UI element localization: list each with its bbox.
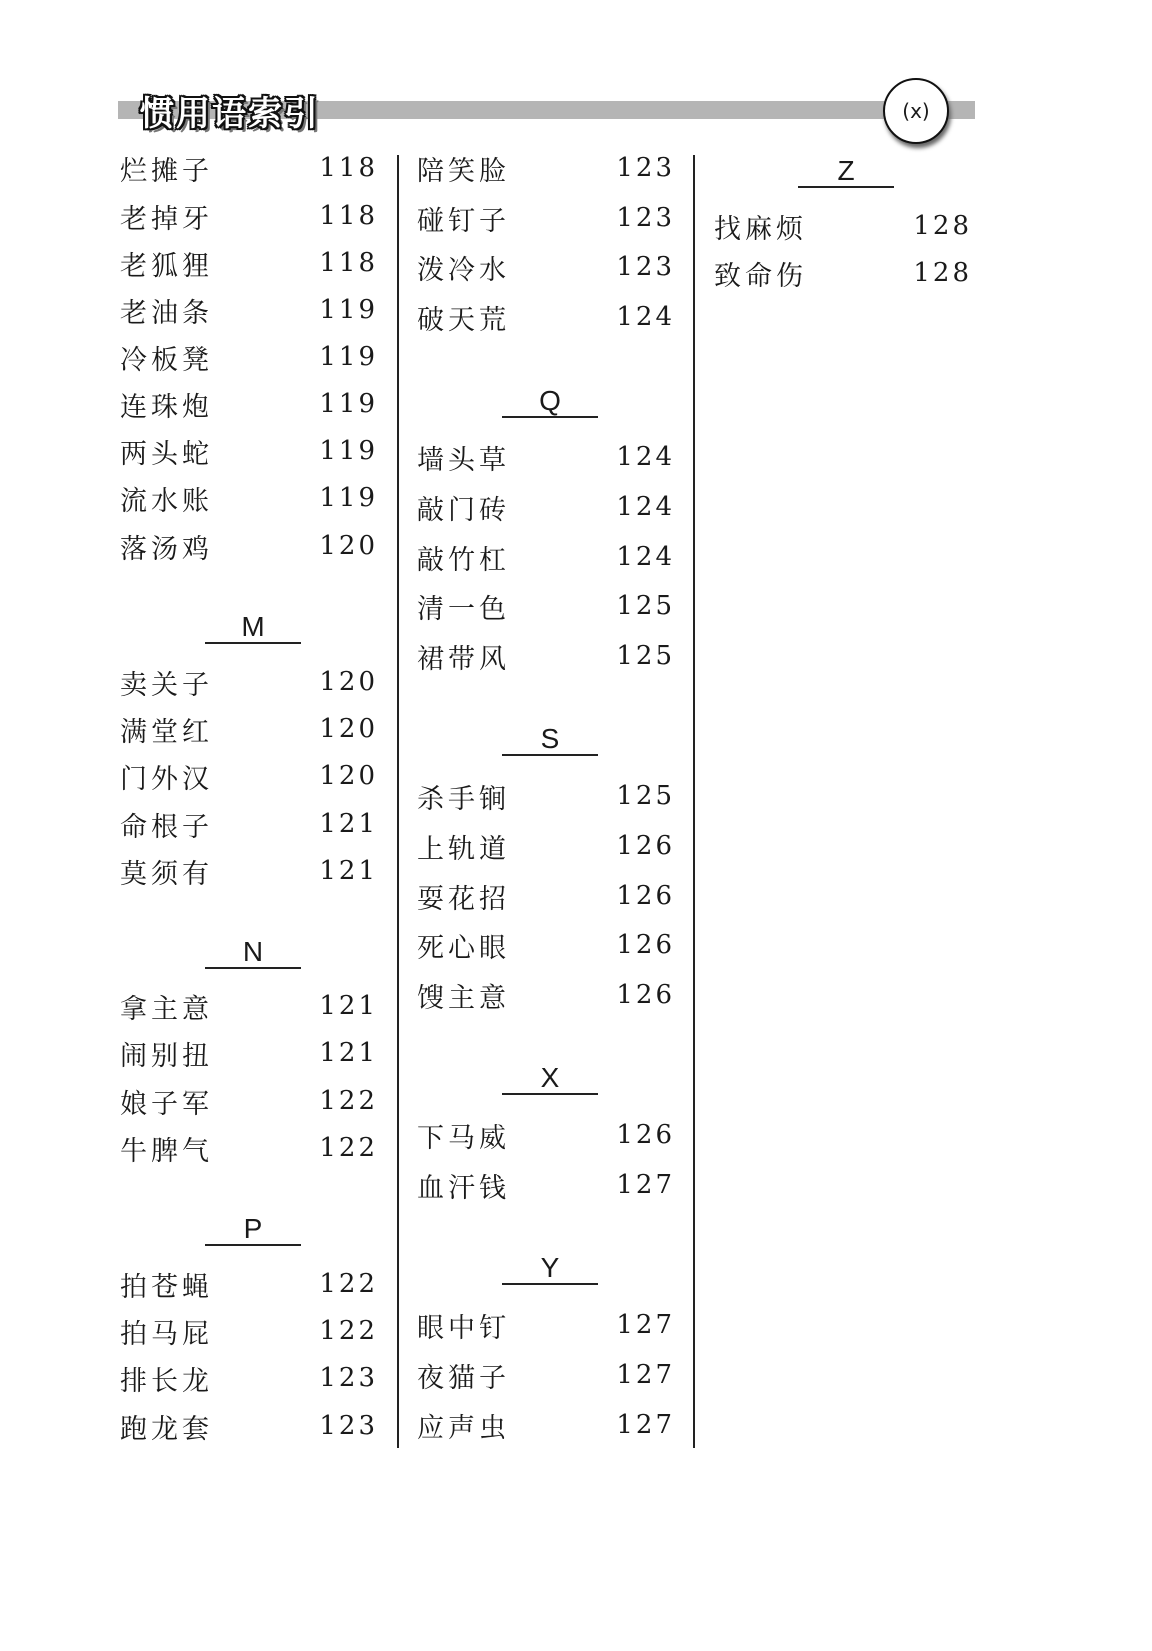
index-entry <box>417 1305 675 1345</box>
entry-term: 门外汉 <box>120 763 213 795</box>
entry-term: 满堂红 <box>120 716 213 748</box>
section-heading: Z <box>798 156 894 188</box>
index-entry <box>120 1128 378 1168</box>
index-entry <box>120 478 378 518</box>
entry-page: 123 <box>319 1363 378 1393</box>
column-divider <box>693 155 695 1448</box>
entry-term: 莫须有 <box>120 858 213 890</box>
section-heading: Q <box>502 386 598 418</box>
entry-term: 拍苍蝇 <box>120 1271 213 1303</box>
entry-page: 121 <box>319 1038 378 1068</box>
entry-page: 126 <box>616 831 675 861</box>
entry-page: 122 <box>319 1316 378 1346</box>
page-number-badge: (x) <box>883 78 949 144</box>
index-entry <box>120 851 378 891</box>
entry-term: 烂摊子 <box>120 155 213 187</box>
index-entry <box>120 1311 378 1351</box>
index-entry <box>417 586 675 626</box>
entry-page: 126 <box>616 980 675 1010</box>
index-entry <box>417 975 675 1015</box>
index-entry <box>417 876 675 916</box>
entry-term: 上轨道 <box>417 833 510 865</box>
section-heading: X <box>502 1063 598 1095</box>
index-entry <box>417 487 675 527</box>
entry-term: 闹别扭 <box>120 1040 213 1072</box>
page-title: 惯用语索引 <box>140 94 320 134</box>
entry-term: 跑龙套 <box>120 1413 213 1445</box>
index-entry <box>417 1355 675 1395</box>
index-entry <box>120 148 378 188</box>
entry-term: 致命伤 <box>714 260 807 292</box>
index-entry <box>120 1033 378 1073</box>
entry-page: 120 <box>319 531 378 561</box>
index-entry <box>417 1405 675 1445</box>
entry-page: 123 <box>616 153 675 183</box>
index-entry <box>417 925 675 965</box>
entry-term: 老狐狸 <box>120 250 213 282</box>
entry-term: 落汤鸡 <box>120 533 213 565</box>
entry-page: 119 <box>319 389 378 419</box>
index-entry <box>120 1406 378 1446</box>
index-entry <box>417 1115 675 1155</box>
index-entry <box>417 636 675 676</box>
index-entry <box>417 1165 675 1205</box>
section-heading: P <box>205 1214 301 1246</box>
entry-page: 127 <box>616 1410 675 1440</box>
entry-page: 121 <box>319 991 378 1021</box>
entry-term: 娘子军 <box>120 1088 213 1120</box>
index-entry <box>120 804 378 844</box>
index-entry <box>120 337 378 377</box>
index-entry <box>714 206 972 246</box>
section-heading: N <box>205 937 301 969</box>
entry-page: 125 <box>616 781 675 811</box>
entry-term: 眼中钉 <box>417 1312 510 1344</box>
section-heading: Y <box>502 1253 598 1285</box>
entry-term: 泼冷水 <box>417 254 510 286</box>
index-entry <box>417 826 675 866</box>
entry-term: 冷板凳 <box>120 344 213 376</box>
section-heading: S <box>502 724 598 756</box>
index-entry <box>714 253 972 293</box>
entry-term: 应声虫 <box>417 1412 510 1444</box>
entry-page: 118 <box>319 201 378 231</box>
entry-page: 126 <box>616 930 675 960</box>
entry-page: 122 <box>319 1269 378 1299</box>
index-entry <box>120 243 378 283</box>
entry-term: 清一色 <box>417 593 510 625</box>
section-heading: M <box>205 612 301 644</box>
entry-page: 118 <box>319 248 378 278</box>
entry-page: 126 <box>616 1120 675 1150</box>
index-entry <box>120 431 378 471</box>
entry-page: 125 <box>616 591 675 621</box>
index-entry <box>417 148 675 188</box>
index-entry <box>120 662 378 702</box>
entry-page: 123 <box>616 252 675 282</box>
entry-page: 124 <box>616 302 675 332</box>
entry-term: 连珠炮 <box>120 391 213 423</box>
entry-term: 耍花招 <box>417 883 510 915</box>
index-entry <box>120 1081 378 1121</box>
entry-page: 121 <box>319 856 378 886</box>
index-entry <box>120 756 378 796</box>
index-entry <box>120 290 378 330</box>
entry-page: 128 <box>913 211 972 241</box>
index-entry <box>417 776 675 816</box>
index-entry <box>417 297 675 337</box>
index-entry <box>120 196 378 236</box>
index-entry <box>417 247 675 287</box>
entry-term: 两头蛇 <box>120 438 213 470</box>
entry-page: 126 <box>616 881 675 911</box>
entry-term: 裙带风 <box>417 643 510 675</box>
index-entry <box>120 709 378 749</box>
index-entry <box>417 198 675 238</box>
entry-page: 128 <box>913 258 972 288</box>
entry-page: 122 <box>319 1133 378 1163</box>
entry-page: 119 <box>319 483 378 513</box>
entry-term: 老掉牙 <box>120 203 213 235</box>
entry-term: 馊主意 <box>417 982 510 1014</box>
entry-term: 老油条 <box>120 297 213 329</box>
entry-term: 命根子 <box>120 811 213 843</box>
entry-term: 流水账 <box>120 485 213 517</box>
entry-term: 破天荒 <box>417 304 510 336</box>
entry-page: 125 <box>616 641 675 671</box>
entry-term: 陪笑脸 <box>417 155 510 187</box>
entry-page: 127 <box>616 1310 675 1340</box>
entry-term: 杀手锏 <box>417 783 510 815</box>
entry-page: 124 <box>616 492 675 522</box>
index-entry <box>417 437 675 477</box>
index-entry <box>417 537 675 577</box>
entry-page: 123 <box>319 1411 378 1441</box>
entry-page: 121 <box>319 809 378 839</box>
entry-term: 敲门砖 <box>417 494 510 526</box>
index-entry <box>120 986 378 1026</box>
entry-term: 牛脾气 <box>120 1135 213 1167</box>
entry-term: 血汗钱 <box>417 1172 510 1204</box>
entry-term: 下马威 <box>417 1122 510 1154</box>
entry-term: 死心眼 <box>417 932 510 964</box>
entry-term: 拍马屁 <box>120 1318 213 1350</box>
entry-page: 120 <box>319 667 378 697</box>
entry-term: 夜猫子 <box>417 1362 510 1394</box>
entry-page: 127 <box>616 1360 675 1390</box>
entry-page: 124 <box>616 542 675 572</box>
entry-page: 120 <box>319 714 378 744</box>
entry-term: 敲竹杠 <box>417 544 510 576</box>
entry-term: 排长龙 <box>120 1365 213 1397</box>
column-divider <box>397 155 399 1448</box>
entry-page: 124 <box>616 442 675 472</box>
index-entry <box>120 526 378 566</box>
entry-term: 拿主意 <box>120 993 213 1025</box>
index-entry <box>120 1264 378 1304</box>
entry-term: 找麻烦 <box>714 213 807 245</box>
entry-page: 119 <box>319 436 378 466</box>
index-entry <box>120 384 378 424</box>
entry-page: 122 <box>319 1086 378 1116</box>
entry-page: 120 <box>319 761 378 791</box>
index-entry <box>120 1358 378 1398</box>
entry-page: 123 <box>616 203 675 233</box>
entry-term: 卖关子 <box>120 669 213 701</box>
entry-page: 119 <box>319 295 378 325</box>
entry-term: 墙头草 <box>417 444 510 476</box>
entry-page: 118 <box>319 153 378 183</box>
entry-term: 碰钉子 <box>417 205 510 237</box>
entry-page: 127 <box>616 1170 675 1200</box>
entry-page: 119 <box>319 342 378 372</box>
